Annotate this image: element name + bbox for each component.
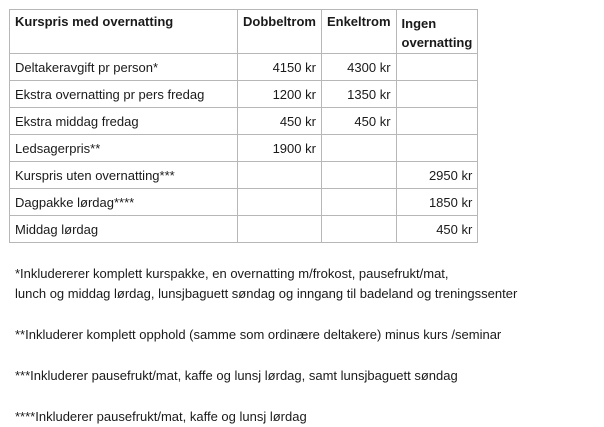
cell-dobbeltrom: 4150 kr bbox=[238, 54, 322, 81]
header-ingen-line2: overnatting bbox=[401, 35, 473, 50]
footnote-4: ****Inkluderer pausefrukt/mat, kaffe og lunsj lørdag bbox=[15, 409, 307, 424]
cell-enkeltrom bbox=[321, 135, 396, 162]
header-enkeltrom: Enkeltrom bbox=[321, 10, 396, 54]
footnotes bbox=[15, 264, 600, 427]
row-label: Ekstra middag fredag bbox=[10, 108, 238, 135]
cell-enkeltrom bbox=[321, 189, 396, 216]
cell-ingen bbox=[396, 108, 478, 135]
cell-dobbeltrom bbox=[238, 216, 322, 243]
header-row bbox=[10, 10, 478, 54]
header-ingen-line1: Ingen bbox=[401, 16, 437, 31]
table-row bbox=[10, 108, 478, 135]
cell-enkeltrom: 450 kr bbox=[321, 108, 396, 135]
header-label: Kurspris med overnatting bbox=[10, 10, 238, 54]
row-label: Deltakeravgift pr person* bbox=[10, 54, 238, 81]
cell-enkeltrom bbox=[321, 216, 396, 243]
footnote-3: ***Inkluderer pausefrukt/mat, kaffe og lunsj lørdag, samt lunsjbaguett søndag bbox=[15, 368, 458, 383]
table-row bbox=[10, 216, 478, 243]
cell-dobbeltrom bbox=[238, 189, 322, 216]
header-dobbeltrom: Dobbeltrom bbox=[238, 10, 322, 54]
row-label: Middag lørdag bbox=[10, 216, 238, 243]
cell-dobbeltrom bbox=[238, 162, 322, 189]
price-table bbox=[9, 9, 478, 243]
row-label: Dagpakke lørdag**** bbox=[10, 189, 238, 216]
row-label: Ekstra overnatting pr pers fredag bbox=[10, 81, 238, 108]
table-row bbox=[10, 162, 478, 189]
table-row bbox=[10, 81, 478, 108]
cell-dobbeltrom: 1200 kr bbox=[238, 81, 322, 108]
row-label: Ledsagerpris** bbox=[10, 135, 238, 162]
cell-ingen: 1850 kr bbox=[396, 189, 478, 216]
footnote-1-line1: *Inkludererer komplett kurspakke, en overnatting m/frokost, pausefrukt/mat, bbox=[15, 266, 449, 281]
footnote-1-line2: lunch og middag lørdag, lunsjbaguett søndag og inngang til badeland og treningssenter bbox=[15, 286, 518, 301]
cell-enkeltrom: 4300 kr bbox=[321, 54, 396, 81]
table-row bbox=[10, 54, 478, 81]
cell-ingen bbox=[396, 81, 478, 108]
header-ingen-overnatting bbox=[396, 10, 478, 54]
cell-enkeltrom: 1350 kr bbox=[321, 81, 396, 108]
cell-enkeltrom bbox=[321, 162, 396, 189]
table-row bbox=[10, 135, 478, 162]
cell-ingen bbox=[396, 54, 478, 81]
cell-dobbeltrom: 450 kr bbox=[238, 108, 322, 135]
footnote-2: **Inkluderer komplett opphold (samme som ordinære deltakere) minus kurs /seminar bbox=[15, 327, 502, 342]
cell-dobbeltrom: 1900 kr bbox=[238, 135, 322, 162]
cell-ingen: 2950 kr bbox=[396, 162, 478, 189]
table-row bbox=[10, 189, 478, 216]
footnote-1 bbox=[15, 264, 600, 304]
row-label: Kurspris uten overnatting*** bbox=[10, 162, 238, 189]
cell-ingen: 450 kr bbox=[396, 216, 478, 243]
cell-ingen bbox=[396, 135, 478, 162]
